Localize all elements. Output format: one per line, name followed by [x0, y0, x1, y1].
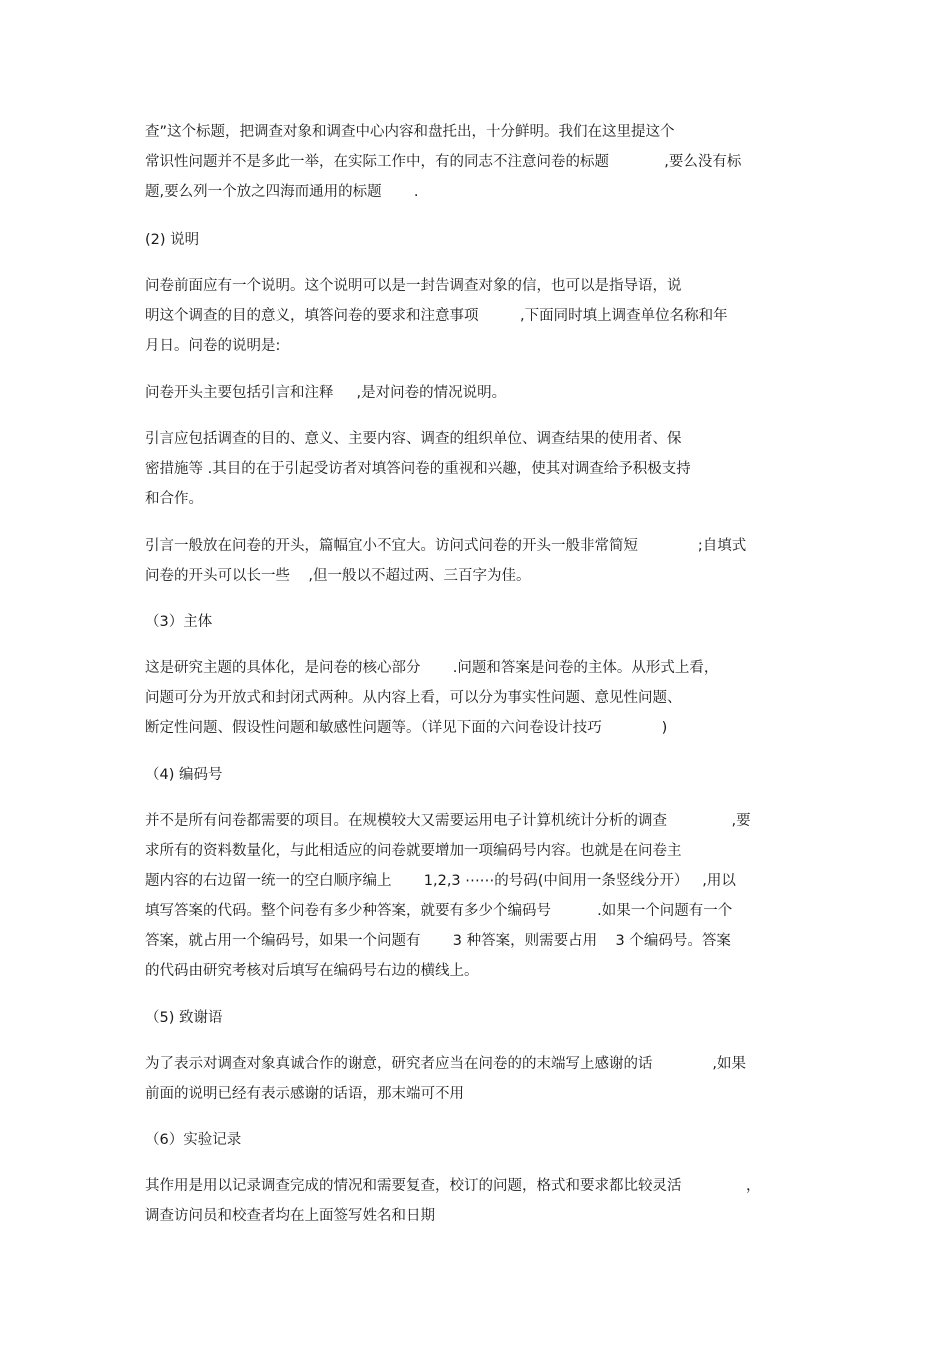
- text-line: 明这个调查的目的意义，填答问卷的要求和注意事项 ,下面同时填上调查单位名称和年: [145, 308, 728, 324]
- text-line: 答案，就占用一个编码号，如果一个问题有 3 种答案，则需要占用 3 个编码号。答案: [145, 933, 731, 949]
- text-line: 并不是所有问卷都需要的项目。在规模较大又需要运用电子计算机统计分析的调查 ,要: [145, 813, 751, 829]
- paragraph-opening: [145, 378, 805, 408]
- text-line: 密措施等 .其目的在于引起受访者对填答问卷的重视和兴趣，使其对调查给予积极支持: [145, 461, 691, 477]
- text-line: 填写答案的代码。整个问卷有多少种答案，就要有多少个编码号 .如果一个问题有一个: [145, 903, 733, 919]
- paragraph-introduction: [145, 424, 805, 514]
- text-line: 和合作。: [145, 491, 203, 507]
- paragraph-intro-length: [145, 531, 805, 591]
- text-line: 引言一般放在问卷的开头，篇幅宜小不宜大。访问式问卷的开头一般非常简短 ;自填式: [145, 538, 747, 554]
- text-line: 问题可分为开放式和封闭式两种。从内容上看，可以分为事实性问题、意见性问题、: [145, 690, 682, 706]
- text-line: 常识性问题并不是多此一举，在实际工作中，有的同志不注意问卷的标题 ,要么没有标: [145, 154, 742, 170]
- text-line: 求所有的资料数量化，与此相适应的问卷就要增加一项编码号内容。也就是在问卷主: [145, 843, 682, 859]
- heading-text: （6）实验记录: [145, 1132, 242, 1148]
- text-line: 为了表示对调查对象真诚合作的谢意，研究者应当在问卷的的末端写上感谢的话 ,如果: [145, 1056, 747, 1072]
- text-line: 问卷开头主要包括引言和注释 ,是对问卷的情况说明。: [145, 385, 507, 401]
- text-line: 引言应包括调查的目的、意义、主要内容、调查的组织单位、调查结果的使用者、保: [145, 431, 682, 447]
- text-line: 问卷前面应有一个说明。这个说明可以是一封告调查对象的信，也可以是指导语，说: [145, 278, 682, 294]
- paragraph-main-body: [145, 653, 805, 743]
- paragraph-title-note: [145, 117, 805, 207]
- section-heading-2: [145, 225, 805, 255]
- text-line: 题,要么列一个放之四海而通用的标题 .: [145, 184, 419, 200]
- paragraph-thanks: [145, 1049, 805, 1109]
- text-line: 这是研究主题的具体化，是问卷的核心部分 .问题和答案是问卷的主体。从形式上看，: [145, 660, 719, 676]
- text-line: 其作用是用以记录调查完成的情况和需要复查，校订的问题，格式和要求都比较灵活 ，: [145, 1178, 761, 1194]
- section-heading-6: [145, 1125, 805, 1155]
- text-line: 问卷的开头可以长一些 ,但一般以不超过两、三百字为佳。: [145, 568, 531, 584]
- text-line: 题内容的右边留一统一的空白顺序编上 1,2,3 ⋯⋯的号码(中间用一条竖线分开） ,用以: [145, 873, 736, 889]
- section-heading-4: [145, 760, 805, 790]
- paragraph-explanation: [145, 271, 805, 361]
- section-heading-5: [145, 1003, 805, 1033]
- text-line: 前面的说明已经有表示感谢的话语，那末端可不用: [145, 1086, 464, 1102]
- section-heading-3: [145, 607, 805, 637]
- text-line: 调查访问员和校查者均在上面签写姓名和日期: [145, 1208, 435, 1224]
- heading-text: （5) 致谢语: [145, 1010, 223, 1026]
- text-line: 月日。问卷的说明是:: [145, 338, 281, 354]
- text-line: 断定性问题、假设性问题和敏感性问题等。（详见下面的六问卷设计技巧 ): [145, 720, 668, 736]
- paragraph-coding: [145, 806, 805, 986]
- text-line: 查”这个标题，把调查对象和调查中心内容和盘托出，十分鲜明。我们在这里提这个: [145, 124, 675, 140]
- paragraph-record: [145, 1171, 805, 1231]
- heading-text: （3）主体: [145, 614, 213, 630]
- text-line: 的代码由研究考核对后填写在编码号右边的横线上。: [145, 963, 479, 979]
- heading-text: （4) 编码号: [145, 767, 223, 783]
- heading-text: (2) 说明: [145, 232, 200, 248]
